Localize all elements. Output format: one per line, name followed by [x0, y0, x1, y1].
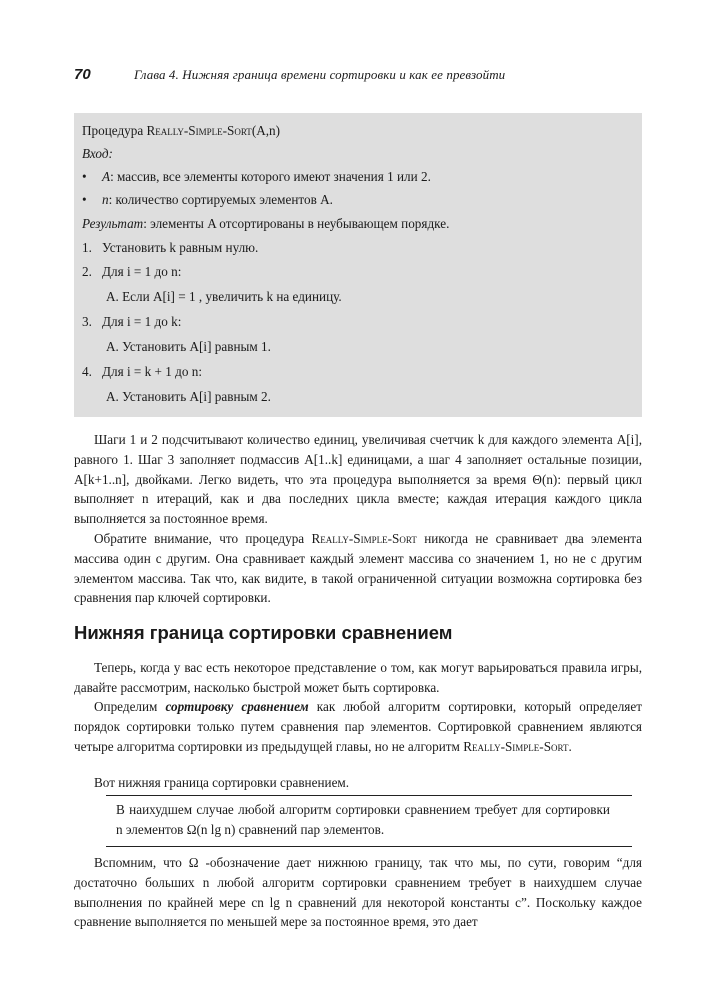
procedure-step: 2. Для i = 1 до n:	[82, 264, 182, 279]
paragraph-omega-notation: Вспомним, что Ω -обозначение дает нижнюю границу, так что мы, по сути, говорим “для достаточно больших n любой алгоритм сортировки сравнением требует в наихудшем случае выполнения по крайней мере cn lg n сравнений для некоторой константы c”. Поскольку каждое сравнение выполняется по меньшей мере за постоянное время, это дает	[74, 855, 642, 930]
procedure-step: 3. Для i = 1 до k:	[82, 314, 182, 329]
chapter-title: Глава 4. Нижняя граница времени сортировки и как ее превзойти	[134, 67, 506, 82]
paragraph-no-comparison: Обратите внимание, что процедура Really-Simple-Sort никогда не сравнивает два элемента массива один с другим. Она сравнивает каждый элемент массива со значением 1, но не с другим элементом массива. Так что, как видите, в такой ограниченной ситуации возможна сортировка без сравнения пар ключей сортировки.	[74, 531, 642, 606]
paragraph-intro: Теперь, когда у вас есть некоторое представление о том, как могут варьироваться правила игры, давайте рассмотрим, насколько быстрой может быть сортировка.	[74, 660, 642, 695]
page-number: 70	[74, 66, 91, 83]
paragraph-lower-bound-intro: Вот нижняя граница сортировки сравнением.	[94, 775, 350, 790]
procedure-input-item: • A: массив, все элементы которого имеют значения 1 или 2.	[82, 169, 431, 184]
procedure-substep: A. Установить A[i] равным 1.	[106, 339, 271, 354]
procedure-box	[74, 113, 642, 417]
procedure-result: Результат: элементы A отсортированы в неубывающем порядке.	[82, 216, 450, 231]
procedure-title: Процедура Really-Simple-Sort(A,n)	[82, 123, 281, 138]
running-head	[74, 66, 642, 86]
procedure-input-label: Вход:	[82, 146, 113, 161]
bullet-icon: •	[82, 169, 87, 184]
procedure-step: 1. Установить k равным нулю.	[82, 240, 259, 255]
bullet-icon: •	[82, 192, 87, 207]
theorem-box	[106, 795, 632, 847]
procedure-step: 4. Для i = k + 1 до n:	[82, 364, 203, 379]
procedure-substep: A. Если A[i] = 1 , увеличить k на единицу.	[106, 289, 342, 304]
paragraph-steps-explanation: Шаги 1 и 2 подсчитывают количество единиц, увеличивая счетчик k для каждого элемента A[i], равного 1. Шаг 3 заполняет подмассив A[1..k] единицами, а шаг 4 заполняет остальные позиции, A[k+1..n], двойками. Легко видеть, что эта процедура выполняется за время Θ(n): первый цикл выполняет n итераций, как и два последних цикла вместе; каждая итерация каждого цикла выполняется за постоянное время.	[74, 432, 642, 527]
section-heading: Нижняя граница сортировки сравнением	[74, 622, 453, 643]
paragraph-definition: Определим сортировку сравнением как любой алгоритм сортировки, который определяет порядок сортировки только путем сравнения пар элементов. Сортировкой сравнением являются четыре алгоритма сортировки из предыдущей главы, но не алгоритм Really-Simple-Sort.	[74, 699, 642, 754]
procedure-substep: A. Установить A[i] равным 2.	[106, 389, 271, 404]
procedure-input-item: • n: количество сортируемых элементов A.	[82, 192, 333, 207]
theorem-text: В наихудшем случае любой алгоритм сортировки сравнением требует для сортировки n элементов Ω(n lg n) сравнений пар элементов.	[116, 802, 610, 837]
